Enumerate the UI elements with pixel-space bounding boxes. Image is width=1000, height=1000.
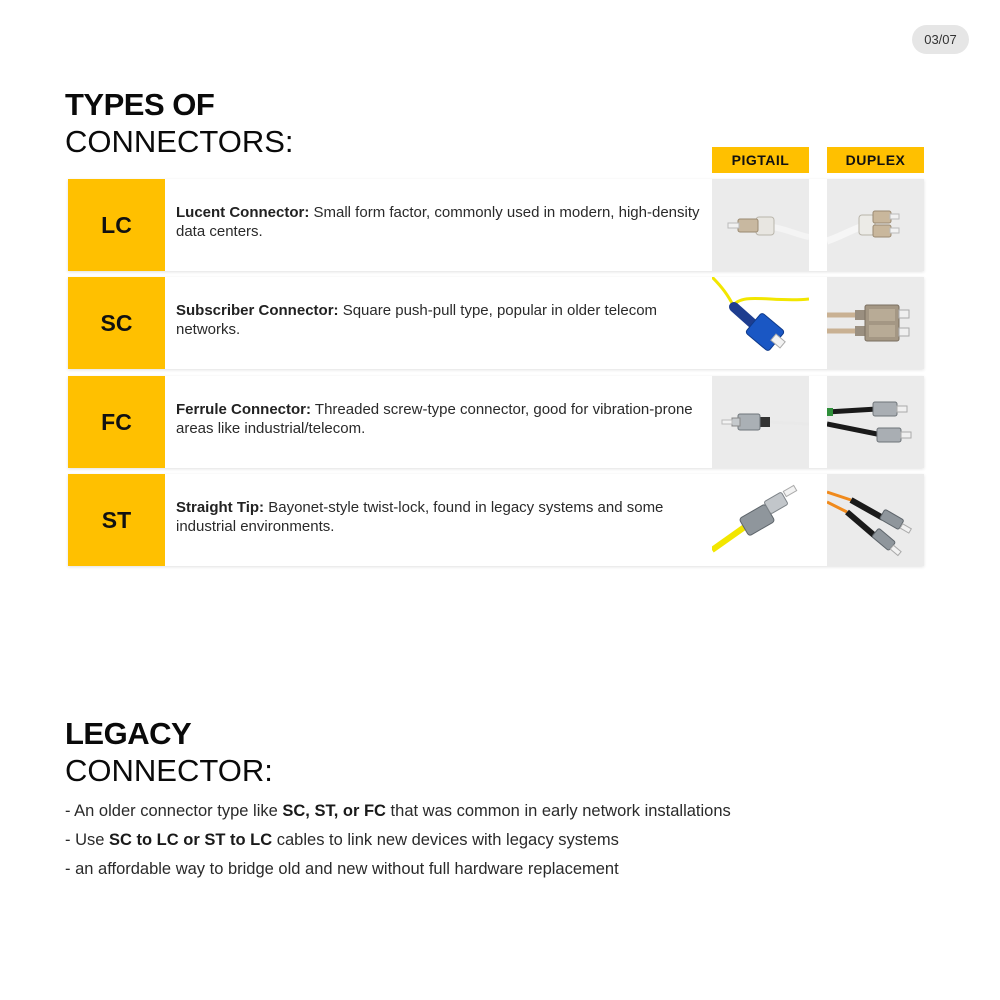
legacy-heading	[65, 715, 273, 789]
connector-description-text: Threaded screw-type connector, good for vibration-prone areas like industrial/telecom.	[176, 401, 693, 437]
legacy-point-bold: SC, ST, or FC	[282, 802, 386, 820]
connector-row-sc	[68, 277, 924, 369]
legacy-point-text: - An older connector type like	[65, 802, 283, 820]
legacy-point	[65, 797, 945, 826]
legacy-point-text: that was common in early network installations	[385, 802, 731, 820]
connector-description	[176, 203, 706, 241]
sc-pigtail-photo	[712, 277, 809, 369]
connector-description-text: Small form factor, commonly used in modern, high-density data centers.	[176, 204, 700, 240]
legacy-heading-line2: CONNECTOR:	[65, 753, 273, 788]
connector-name: Subscriber Connector:	[176, 302, 339, 319]
lc-duplex-photo	[827, 179, 924, 271]
legacy-point	[65, 826, 945, 855]
types-heading-line1: TYPES OF	[65, 87, 215, 122]
connector-name: Lucent Connector:	[176, 204, 310, 221]
connector-description	[176, 400, 706, 438]
sc-duplex-photo	[827, 277, 924, 369]
fc-pigtail-photo	[712, 376, 809, 468]
connector-code: LC	[68, 179, 165, 271]
fc-pigtail-image	[712, 376, 809, 468]
legacy-point-text: - Use	[65, 831, 110, 849]
pigtail-column-header: PIGTAIL	[712, 147, 809, 173]
lc-duplex-image	[827, 179, 924, 271]
legacy-heading-line1: LEGACY	[65, 716, 192, 751]
fc-duplex-photo	[827, 376, 924, 468]
page-number-badge: 03/07	[912, 25, 969, 54]
legacy-point	[65, 855, 945, 884]
connector-row-fc	[68, 376, 924, 468]
types-heading	[65, 86, 294, 160]
connector-code: SC	[68, 277, 165, 369]
legacy-point-text: - an affordable way to bridge old and new without full hardware replacement	[65, 860, 619, 878]
connector-code: ST	[68, 474, 165, 566]
connector-description-text: Square push-pull type, popular in older telecom networks.	[176, 302, 658, 338]
sc-pigtail-image	[712, 277, 809, 369]
connector-row-st	[68, 474, 924, 566]
legacy-point-bold: SC to LC or ST to LC	[109, 831, 273, 849]
legacy-point-text: cables to link new devices with legacy systems	[272, 831, 619, 849]
connector-name: Ferrule Connector:	[176, 401, 312, 418]
lc-pigtail-photo	[712, 179, 809, 271]
legacy-points	[65, 797, 945, 884]
connector-name: Straight Tip:	[176, 499, 265, 516]
types-heading-line2: CONNECTORS:	[65, 124, 294, 159]
connector-description-text: Bayonet-style twist-lock, found in legacy systems and some industrial environments.	[176, 499, 664, 535]
st-pigtail-image	[712, 474, 809, 566]
duplex-column-header: DUPLEX	[827, 147, 924, 173]
connector-row-lc	[68, 179, 924, 271]
st-pigtail-photo	[712, 474, 809, 566]
st-duplex-photo	[827, 474, 924, 566]
connector-description	[176, 498, 706, 536]
connector-code: FC	[68, 376, 165, 468]
sc-duplex-image	[827, 277, 924, 369]
st-duplex-image	[827, 474, 924, 566]
fc-duplex-image	[827, 376, 924, 468]
connector-description	[176, 301, 706, 339]
lc-pigtail-image	[712, 179, 809, 271]
